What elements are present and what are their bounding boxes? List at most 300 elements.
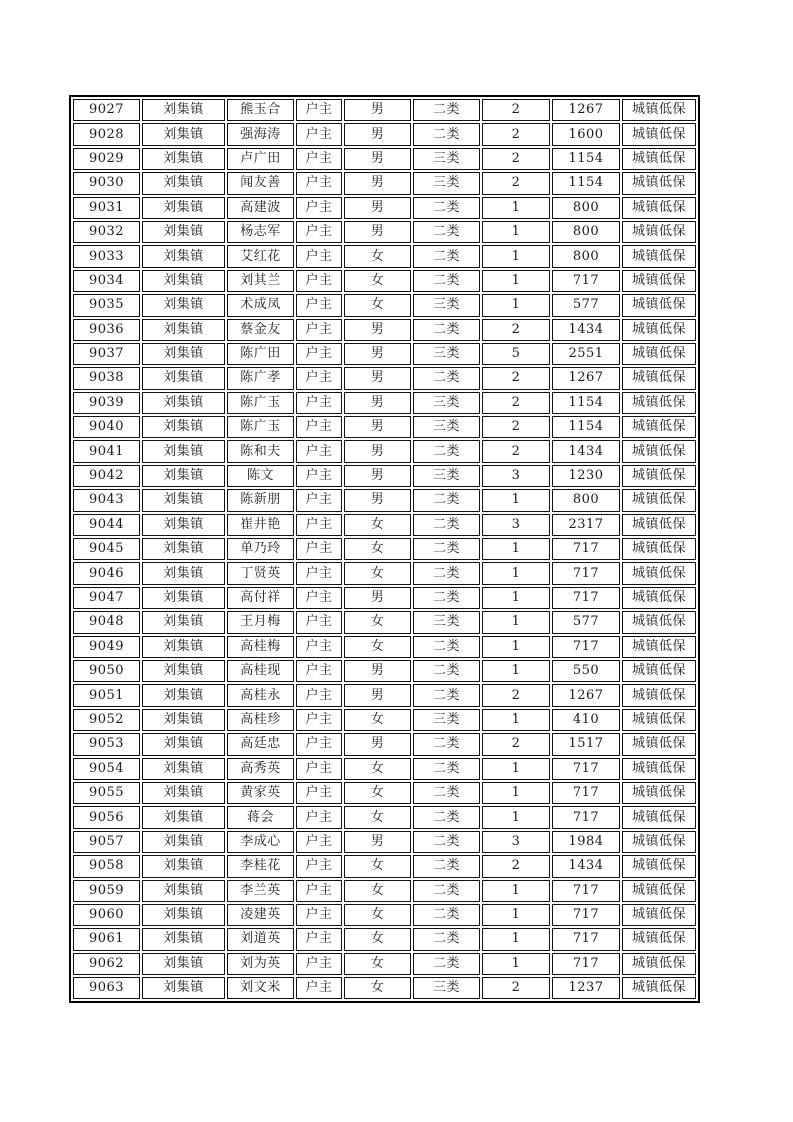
table-body bbox=[73, 99, 696, 999]
cell-assistance-type: 城镇低保 bbox=[622, 733, 696, 755]
cell-person-name: 高桂永 bbox=[227, 684, 294, 706]
table-row bbox=[73, 758, 696, 780]
cell-town: 刘集镇 bbox=[142, 660, 225, 682]
cell-assistance-type: 城镇低保 bbox=[622, 416, 696, 438]
welfare-recipients-table bbox=[69, 95, 700, 1003]
cell-relation: 户主 bbox=[296, 538, 342, 560]
cell-relation: 户主 bbox=[296, 831, 342, 853]
cell-assistance-type: 城镇低保 bbox=[622, 123, 696, 145]
cell-amount: 1267 bbox=[552, 684, 620, 706]
cell-person-count: 1 bbox=[482, 538, 550, 560]
cell-amount: 717 bbox=[552, 928, 620, 950]
cell-gender: 女 bbox=[344, 538, 411, 560]
cell-assistance-type: 城镇低保 bbox=[622, 343, 696, 365]
cell-town: 刘集镇 bbox=[142, 587, 225, 609]
cell-town: 刘集镇 bbox=[142, 514, 225, 536]
cell-relation: 户主 bbox=[296, 123, 342, 145]
cell-amount: 717 bbox=[552, 758, 620, 780]
table-row bbox=[73, 782, 696, 804]
cell-town: 刘集镇 bbox=[142, 367, 225, 389]
cell-person-count: 1 bbox=[482, 270, 550, 292]
cell-assistance-type: 城镇低保 bbox=[622, 294, 696, 316]
cell-category: 三类 bbox=[413, 465, 480, 487]
cell-assistance-type: 城镇低保 bbox=[622, 221, 696, 243]
cell-gender: 男 bbox=[344, 123, 411, 145]
table-row bbox=[73, 709, 696, 731]
cell-gender: 男 bbox=[344, 684, 411, 706]
cell-category: 三类 bbox=[413, 709, 480, 731]
cell-category: 二类 bbox=[413, 99, 480, 121]
cell-amount: 1267 bbox=[552, 367, 620, 389]
cell-person-name: 李兰英 bbox=[227, 880, 294, 902]
cell-person-count: 2 bbox=[482, 855, 550, 877]
table-row bbox=[73, 636, 696, 658]
cell-gender: 男 bbox=[344, 343, 411, 365]
cell-assistance-type: 城镇低保 bbox=[622, 782, 696, 804]
cell-person-count: 1 bbox=[482, 660, 550, 682]
cell-person-count: 1 bbox=[482, 245, 550, 267]
cell-person-name: 蒋会 bbox=[227, 806, 294, 828]
cell-assistance-type: 城镇低保 bbox=[622, 977, 696, 999]
cell-person-count: 1 bbox=[482, 782, 550, 804]
cell-relation: 户主 bbox=[296, 782, 342, 804]
cell-amount: 717 bbox=[552, 806, 620, 828]
cell-serial-number: 9035 bbox=[73, 294, 140, 316]
cell-serial-number: 9054 bbox=[73, 758, 140, 780]
cell-relation: 户主 bbox=[296, 636, 342, 658]
cell-town: 刘集镇 bbox=[142, 489, 225, 511]
cell-assistance-type: 城镇低保 bbox=[622, 880, 696, 902]
cell-category: 三类 bbox=[413, 977, 480, 999]
cell-town: 刘集镇 bbox=[142, 245, 225, 267]
cell-amount: 800 bbox=[552, 221, 620, 243]
cell-person-count: 3 bbox=[482, 514, 550, 536]
cell-town: 刘集镇 bbox=[142, 709, 225, 731]
cell-category: 二类 bbox=[413, 855, 480, 877]
cell-assistance-type: 城镇低保 bbox=[622, 611, 696, 633]
cell-town: 刘集镇 bbox=[142, 221, 225, 243]
cell-town: 刘集镇 bbox=[142, 440, 225, 462]
cell-category: 二类 bbox=[413, 684, 480, 706]
cell-town: 刘集镇 bbox=[142, 928, 225, 950]
cell-person-count: 3 bbox=[482, 831, 550, 853]
table-row bbox=[73, 928, 696, 950]
cell-category: 三类 bbox=[413, 148, 480, 170]
cell-amount: 717 bbox=[552, 270, 620, 292]
cell-category: 二类 bbox=[413, 636, 480, 658]
cell-person-name: 高桂珍 bbox=[227, 709, 294, 731]
cell-serial-number: 9060 bbox=[73, 904, 140, 926]
cell-person-name: 杨志军 bbox=[227, 221, 294, 243]
cell-amount: 2317 bbox=[552, 514, 620, 536]
cell-assistance-type: 城镇低保 bbox=[622, 587, 696, 609]
cell-assistance-type: 城镇低保 bbox=[622, 465, 696, 487]
cell-gender: 女 bbox=[344, 782, 411, 804]
cell-person-count: 2 bbox=[482, 319, 550, 341]
cell-gender: 女 bbox=[344, 709, 411, 731]
cell-category: 三类 bbox=[413, 172, 480, 194]
table-row bbox=[73, 684, 696, 706]
cell-assistance-type: 城镇低保 bbox=[622, 928, 696, 950]
cell-person-count: 2 bbox=[482, 99, 550, 121]
cell-category: 二类 bbox=[413, 880, 480, 902]
cell-relation: 户主 bbox=[296, 99, 342, 121]
cell-amount: 717 bbox=[552, 904, 620, 926]
cell-person-count: 1 bbox=[482, 587, 550, 609]
table-row bbox=[73, 514, 696, 536]
cell-person-name: 李成心 bbox=[227, 831, 294, 853]
cell-gender: 女 bbox=[344, 245, 411, 267]
cell-person-name: 术成凤 bbox=[227, 294, 294, 316]
table-row bbox=[73, 270, 696, 292]
cell-amount: 1434 bbox=[552, 855, 620, 877]
cell-person-name: 高廷忠 bbox=[227, 733, 294, 755]
cell-gender: 男 bbox=[344, 660, 411, 682]
cell-amount: 410 bbox=[552, 709, 620, 731]
cell-category: 二类 bbox=[413, 733, 480, 755]
cell-gender: 女 bbox=[344, 270, 411, 292]
cell-category: 二类 bbox=[413, 489, 480, 511]
cell-town: 刘集镇 bbox=[142, 611, 225, 633]
table-row bbox=[73, 831, 696, 853]
cell-amount: 577 bbox=[552, 611, 620, 633]
cell-relation: 户主 bbox=[296, 416, 342, 438]
table-row bbox=[73, 319, 696, 341]
cell-assistance-type: 城镇低保 bbox=[622, 197, 696, 219]
cell-amount: 1984 bbox=[552, 831, 620, 853]
cell-assistance-type: 城镇低保 bbox=[622, 270, 696, 292]
cell-person-name: 熊玉合 bbox=[227, 99, 294, 121]
table-row bbox=[73, 806, 696, 828]
cell-person-count: 2 bbox=[482, 367, 550, 389]
cell-category: 二类 bbox=[413, 319, 480, 341]
cell-town: 刘集镇 bbox=[142, 831, 225, 853]
cell-assistance-type: 城镇低保 bbox=[622, 172, 696, 194]
table-row bbox=[73, 465, 696, 487]
cell-category: 二类 bbox=[413, 758, 480, 780]
cell-person-count: 1 bbox=[482, 611, 550, 633]
cell-gender: 女 bbox=[344, 514, 411, 536]
table-row bbox=[73, 172, 696, 194]
cell-town: 刘集镇 bbox=[142, 99, 225, 121]
cell-relation: 户主 bbox=[296, 270, 342, 292]
cell-relation: 户主 bbox=[296, 611, 342, 633]
cell-town: 刘集镇 bbox=[142, 294, 225, 316]
cell-person-name: 陈广孝 bbox=[227, 367, 294, 389]
cell-gender: 男 bbox=[344, 831, 411, 853]
cell-person-name: 陈文 bbox=[227, 465, 294, 487]
cell-amount: 1434 bbox=[552, 319, 620, 341]
cell-person-name: 崔井艳 bbox=[227, 514, 294, 536]
cell-amount: 550 bbox=[552, 660, 620, 682]
cell-category: 三类 bbox=[413, 294, 480, 316]
cell-gender: 女 bbox=[344, 953, 411, 975]
table-row bbox=[73, 197, 696, 219]
cell-person-name: 黄家英 bbox=[227, 782, 294, 804]
cell-serial-number: 9042 bbox=[73, 465, 140, 487]
cell-person-count: 2 bbox=[482, 392, 550, 414]
cell-town: 刘集镇 bbox=[142, 684, 225, 706]
cell-person-name: 高桂现 bbox=[227, 660, 294, 682]
cell-person-name: 高建波 bbox=[227, 197, 294, 219]
cell-serial-number: 9030 bbox=[73, 172, 140, 194]
cell-town: 刘集镇 bbox=[142, 465, 225, 487]
cell-person-name: 高桂梅 bbox=[227, 636, 294, 658]
cell-person-count: 2 bbox=[482, 684, 550, 706]
cell-assistance-type: 城镇低保 bbox=[622, 806, 696, 828]
cell-gender: 女 bbox=[344, 562, 411, 584]
cell-gender: 女 bbox=[344, 611, 411, 633]
cell-assistance-type: 城镇低保 bbox=[622, 514, 696, 536]
cell-relation: 户主 bbox=[296, 953, 342, 975]
cell-person-count: 1 bbox=[482, 197, 550, 219]
cell-assistance-type: 城镇低保 bbox=[622, 245, 696, 267]
cell-amount: 717 bbox=[552, 880, 620, 902]
cell-amount: 717 bbox=[552, 782, 620, 804]
table-row bbox=[73, 440, 696, 462]
cell-category: 二类 bbox=[413, 953, 480, 975]
cell-gender: 女 bbox=[344, 855, 411, 877]
table-row bbox=[73, 367, 696, 389]
cell-assistance-type: 城镇低保 bbox=[622, 538, 696, 560]
cell-serial-number: 9044 bbox=[73, 514, 140, 536]
cell-serial-number: 9039 bbox=[73, 392, 140, 414]
cell-gender: 男 bbox=[344, 197, 411, 219]
cell-person-name: 艾红花 bbox=[227, 245, 294, 267]
cell-gender: 男 bbox=[344, 367, 411, 389]
cell-relation: 户主 bbox=[296, 465, 342, 487]
cell-category: 三类 bbox=[413, 343, 480, 365]
cell-person-name: 高秀英 bbox=[227, 758, 294, 780]
cell-town: 刘集镇 bbox=[142, 392, 225, 414]
cell-gender: 女 bbox=[344, 636, 411, 658]
cell-person-name: 陈广玉 bbox=[227, 416, 294, 438]
cell-relation: 户主 bbox=[296, 758, 342, 780]
cell-person-name: 刘道英 bbox=[227, 928, 294, 950]
cell-category: 二类 bbox=[413, 123, 480, 145]
cell-serial-number: 9051 bbox=[73, 684, 140, 706]
cell-serial-number: 9038 bbox=[73, 367, 140, 389]
cell-assistance-type: 城镇低保 bbox=[622, 562, 696, 584]
cell-relation: 户主 bbox=[296, 367, 342, 389]
cell-person-count: 2 bbox=[482, 172, 550, 194]
cell-amount: 1600 bbox=[552, 123, 620, 145]
cell-serial-number: 9036 bbox=[73, 319, 140, 341]
cell-town: 刘集镇 bbox=[142, 197, 225, 219]
cell-town: 刘集镇 bbox=[142, 148, 225, 170]
table-row bbox=[73, 343, 696, 365]
cell-relation: 户主 bbox=[296, 880, 342, 902]
cell-serial-number: 9046 bbox=[73, 562, 140, 584]
table-row bbox=[73, 123, 696, 145]
table-row bbox=[73, 660, 696, 682]
cell-town: 刘集镇 bbox=[142, 953, 225, 975]
cell-serial-number: 9059 bbox=[73, 880, 140, 902]
cell-town: 刘集镇 bbox=[142, 319, 225, 341]
cell-category: 二类 bbox=[413, 587, 480, 609]
table-row bbox=[73, 977, 696, 999]
cell-person-name: 单乃玲 bbox=[227, 538, 294, 560]
cell-category: 二类 bbox=[413, 538, 480, 560]
cell-category: 二类 bbox=[413, 904, 480, 926]
table-row bbox=[73, 904, 696, 926]
cell-person-name: 凌建英 bbox=[227, 904, 294, 926]
cell-person-count: 1 bbox=[482, 709, 550, 731]
cell-person-name: 陈新朋 bbox=[227, 489, 294, 511]
cell-person-count: 1 bbox=[482, 294, 550, 316]
table-row bbox=[73, 416, 696, 438]
cell-amount: 800 bbox=[552, 489, 620, 511]
cell-person-count: 1 bbox=[482, 953, 550, 975]
cell-serial-number: 9058 bbox=[73, 855, 140, 877]
cell-relation: 户主 bbox=[296, 148, 342, 170]
cell-category: 二类 bbox=[413, 562, 480, 584]
cell-relation: 户主 bbox=[296, 855, 342, 877]
cell-amount: 717 bbox=[552, 636, 620, 658]
cell-relation: 户主 bbox=[296, 294, 342, 316]
cell-category: 三类 bbox=[413, 392, 480, 414]
cell-town: 刘集镇 bbox=[142, 636, 225, 658]
cell-serial-number: 9045 bbox=[73, 538, 140, 560]
cell-category: 二类 bbox=[413, 928, 480, 950]
cell-category: 二类 bbox=[413, 367, 480, 389]
cell-relation: 户主 bbox=[296, 245, 342, 267]
cell-town: 刘集镇 bbox=[142, 733, 225, 755]
cell-serial-number: 9061 bbox=[73, 928, 140, 950]
cell-relation: 户主 bbox=[296, 343, 342, 365]
cell-gender: 男 bbox=[344, 440, 411, 462]
cell-category: 二类 bbox=[413, 270, 480, 292]
cell-serial-number: 9057 bbox=[73, 831, 140, 853]
cell-gender: 女 bbox=[344, 294, 411, 316]
table-row bbox=[73, 221, 696, 243]
cell-serial-number: 9028 bbox=[73, 123, 140, 145]
cell-amount: 1154 bbox=[552, 172, 620, 194]
table-row bbox=[73, 953, 696, 975]
cell-person-count: 5 bbox=[482, 343, 550, 365]
cell-serial-number: 9056 bbox=[73, 806, 140, 828]
table-row bbox=[73, 855, 696, 877]
cell-amount: 1230 bbox=[552, 465, 620, 487]
cell-amount: 1154 bbox=[552, 416, 620, 438]
cell-category: 二类 bbox=[413, 221, 480, 243]
table-row bbox=[73, 99, 696, 121]
cell-serial-number: 9034 bbox=[73, 270, 140, 292]
cell-person-name: 丁贤英 bbox=[227, 562, 294, 584]
cell-relation: 户主 bbox=[296, 733, 342, 755]
cell-serial-number: 9032 bbox=[73, 221, 140, 243]
cell-person-name: 王月梅 bbox=[227, 611, 294, 633]
cell-relation: 户主 bbox=[296, 562, 342, 584]
cell-person-count: 3 bbox=[482, 465, 550, 487]
cell-person-name: 蔡金友 bbox=[227, 319, 294, 341]
cell-gender: 女 bbox=[344, 977, 411, 999]
cell-person-name: 李桂花 bbox=[227, 855, 294, 877]
cell-relation: 户主 bbox=[296, 709, 342, 731]
cell-town: 刘集镇 bbox=[142, 172, 225, 194]
cell-gender: 女 bbox=[344, 904, 411, 926]
cell-gender: 男 bbox=[344, 465, 411, 487]
cell-person-name: 刘其兰 bbox=[227, 270, 294, 292]
cell-gender: 男 bbox=[344, 416, 411, 438]
cell-assistance-type: 城镇低保 bbox=[622, 904, 696, 926]
cell-serial-number: 9027 bbox=[73, 99, 140, 121]
cell-category: 三类 bbox=[413, 611, 480, 633]
cell-assistance-type: 城镇低保 bbox=[622, 758, 696, 780]
cell-relation: 户主 bbox=[296, 440, 342, 462]
cell-person-name: 陈广田 bbox=[227, 343, 294, 365]
cell-person-count: 1 bbox=[482, 904, 550, 926]
cell-town: 刘集镇 bbox=[142, 123, 225, 145]
cell-assistance-type: 城镇低保 bbox=[622, 831, 696, 853]
table-row bbox=[73, 245, 696, 267]
cell-person-count: 2 bbox=[482, 416, 550, 438]
table-row bbox=[73, 489, 696, 511]
cell-person-count: 1 bbox=[482, 928, 550, 950]
cell-person-name: 卢广田 bbox=[227, 148, 294, 170]
cell-serial-number: 9040 bbox=[73, 416, 140, 438]
cell-relation: 户主 bbox=[296, 197, 342, 219]
cell-person-count: 1 bbox=[482, 806, 550, 828]
cell-amount: 717 bbox=[552, 562, 620, 584]
cell-town: 刘集镇 bbox=[142, 880, 225, 902]
cell-serial-number: 9031 bbox=[73, 197, 140, 219]
cell-serial-number: 9043 bbox=[73, 489, 140, 511]
cell-amount: 2551 bbox=[552, 343, 620, 365]
table-row bbox=[73, 538, 696, 560]
cell-person-count: 2 bbox=[482, 123, 550, 145]
cell-assistance-type: 城镇低保 bbox=[622, 367, 696, 389]
cell-amount: 577 bbox=[552, 294, 620, 316]
cell-gender: 男 bbox=[344, 392, 411, 414]
cell-relation: 户主 bbox=[296, 684, 342, 706]
cell-assistance-type: 城镇低保 bbox=[622, 99, 696, 121]
cell-person-name: 闻友善 bbox=[227, 172, 294, 194]
cell-serial-number: 9033 bbox=[73, 245, 140, 267]
cell-assistance-type: 城镇低保 bbox=[622, 709, 696, 731]
table-row bbox=[73, 392, 696, 414]
cell-person-name: 陈和夫 bbox=[227, 440, 294, 462]
cell-category: 二类 bbox=[413, 440, 480, 462]
cell-person-name: 高付祥 bbox=[227, 587, 294, 609]
cell-person-count: 1 bbox=[482, 221, 550, 243]
cell-category: 二类 bbox=[413, 806, 480, 828]
cell-serial-number: 9052 bbox=[73, 709, 140, 731]
cell-serial-number: 9055 bbox=[73, 782, 140, 804]
cell-category: 二类 bbox=[413, 245, 480, 267]
cell-relation: 户主 bbox=[296, 221, 342, 243]
cell-person-count: 1 bbox=[482, 880, 550, 902]
cell-relation: 户主 bbox=[296, 904, 342, 926]
cell-relation: 户主 bbox=[296, 806, 342, 828]
cell-gender: 男 bbox=[344, 172, 411, 194]
cell-serial-number: 9063 bbox=[73, 977, 140, 999]
table-row bbox=[73, 880, 696, 902]
cell-assistance-type: 城镇低保 bbox=[622, 953, 696, 975]
cell-gender: 女 bbox=[344, 928, 411, 950]
cell-town: 刘集镇 bbox=[142, 758, 225, 780]
cell-gender: 男 bbox=[344, 489, 411, 511]
table-row bbox=[73, 562, 696, 584]
cell-town: 刘集镇 bbox=[142, 904, 225, 926]
cell-category: 二类 bbox=[413, 782, 480, 804]
cell-amount: 800 bbox=[552, 245, 620, 267]
cell-amount: 1237 bbox=[552, 977, 620, 999]
cell-relation: 户主 bbox=[296, 514, 342, 536]
cell-amount: 1434 bbox=[552, 440, 620, 462]
cell-category: 二类 bbox=[413, 831, 480, 853]
cell-assistance-type: 城镇低保 bbox=[622, 855, 696, 877]
